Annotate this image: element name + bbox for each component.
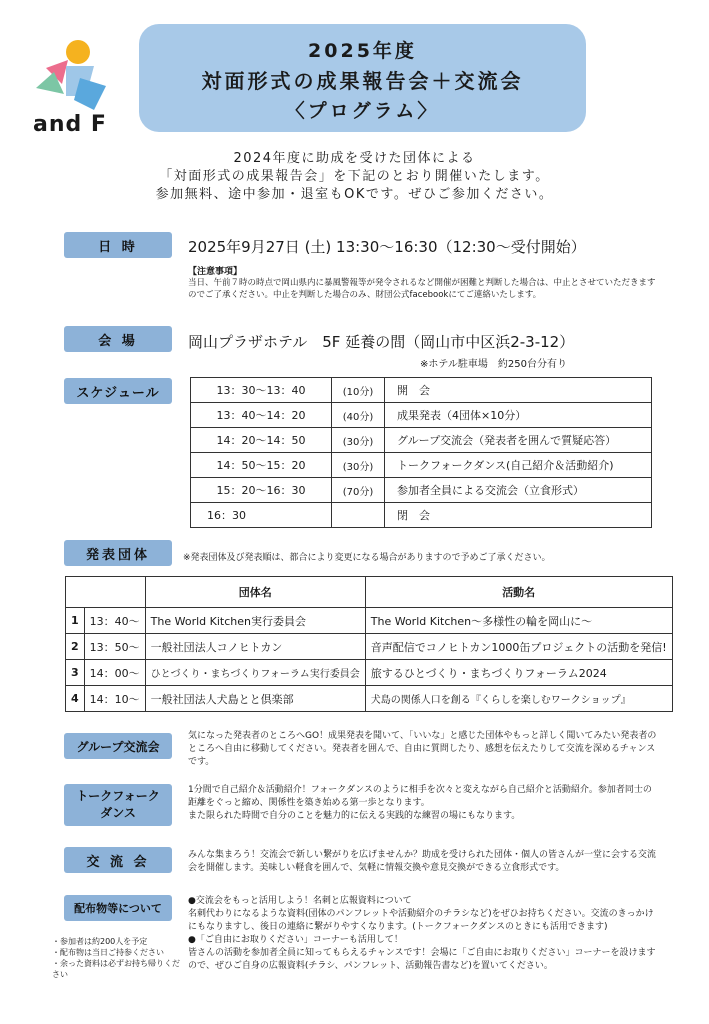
blank-header (66, 577, 146, 608)
table-row (191, 478, 652, 503)
side-note-item: ・参加者は約200人を予定 (52, 937, 148, 946)
table-row (191, 503, 652, 528)
row-activity: 犬島の関係人口を創る『くらしを楽しむワークショップ』 (365, 686, 672, 712)
row-time: 14：00～ (84, 660, 145, 686)
row-number: 4 (66, 686, 85, 712)
table-row (191, 453, 652, 478)
group-exchange-text: 気になった発表者のところへGO！成果発表を聞いて、「いいな」と感じた団体やもっと詳しく聞いてみたい発表者のところへ自由に移動してください。発表者を囲んで、自由に質問したり、感想を伝えたりして交流を深めるチャンスです。 (188, 731, 657, 767)
venue-label: 会 場 (64, 326, 172, 352)
schedule-duration: (30分) (332, 453, 385, 478)
schedule-duration: (40分) (332, 403, 385, 428)
schedule-time: 15：20～16：30 (191, 478, 332, 503)
activity-header: 活動名 (365, 577, 672, 608)
materials-bullet-text: 名刺代わりになるような資料(団体のパンフレットや活動紹介のチラシなど)をぜひお持ちください。交流のきっかけにもなりますし、後日の連絡に繋がりやすくなります。(トークフォークダンスのときにも活用できます) (188, 909, 654, 932)
table-row (66, 634, 673, 660)
row-group: 一般社団法人犬島とと倶楽部 (145, 686, 365, 712)
presenters-table (65, 576, 673, 712)
table-row (66, 608, 673, 634)
schedule-time: 14：50～15：20 (191, 453, 332, 478)
schedule-time: 13：40～14：20 (191, 403, 332, 428)
row-number: 3 (66, 660, 85, 686)
datetime-value: 2025年9月27日 (土) 13:30～16:30（12:30～受付開始） (188, 238, 586, 256)
presenters-note: ※発表団体及び発表順は、都合により変更になる場合がありますので予めご了承ください。 (183, 553, 551, 563)
table-header-row (66, 577, 673, 608)
row-group: The World Kitchen実行委員会 (145, 608, 365, 634)
talk-folk-text (188, 784, 658, 823)
talk-folk-text-line: また限られた時間で自分のことを魅力的に伝える実践的な練習の場にもなります。 (188, 811, 521, 821)
row-group: ひとづくり・まちづくりフォーラム実行委員会 (145, 660, 365, 686)
title-main: 対面形式の成果報告会＋交流会 (201, 69, 524, 93)
table-row (66, 660, 673, 686)
title-year: 2025年度 (308, 40, 417, 62)
schedule-item: 開 会 (385, 378, 652, 403)
intro-text (0, 150, 709, 204)
presenters-label: 発表団体 (64, 540, 172, 566)
side-note-item: ・余った資料は必ずお持ち帰りください (52, 959, 180, 979)
notice-text: 当日、午前７時の時点で岡山県内に暴風警報等が発令されるなど開催が困難と判断した場合は、中止とさせていただきますのでご了承ください。中止を判断した場合のみ、財団公式facebookにてご連絡いたします。 (188, 278, 656, 300)
table-row (66, 686, 673, 712)
exchange-label: 交 流 会 (64, 847, 172, 873)
row-time: 13：50～ (84, 634, 145, 660)
talk-folk-label-line: トークフォーク (76, 789, 160, 803)
schedule-label: スケジュール (64, 378, 172, 404)
schedule-table (190, 377, 652, 528)
page-title-banner (139, 24, 586, 132)
notice-title: 【注意事項】 (188, 267, 243, 277)
group-header: 団体名 (145, 577, 365, 608)
schedule-duration: (70分) (332, 478, 385, 503)
schedule-time: 14：20～14：50 (191, 428, 332, 453)
venue-value: 岡山プラザホテル 5F 延養の間（岡山市中区浜2-3-12） (188, 333, 575, 351)
talk-folk-label-line: ダンス (100, 806, 136, 820)
materials-text (188, 895, 658, 973)
schedule-item: グループ交流会（発表者を囲んで質疑応答） (385, 428, 652, 453)
schedule-item: 参加者全員による交流会（立食形式） (385, 478, 652, 503)
logo-text: and F (33, 112, 107, 137)
talk-folk-label (64, 784, 172, 826)
side-note-item: ・配布物は当日ご持参ください (52, 948, 164, 957)
title-sub: 〈プログラム〉 (285, 100, 440, 122)
row-time: 14：10～ (84, 686, 145, 712)
schedule-duration (332, 503, 385, 528)
schedule-time: 13：30～13：40 (191, 378, 332, 403)
intro-line: 「対面形式の成果報告会」を下記のとおり開催いたします。 (159, 169, 550, 184)
row-time: 13：40～ (84, 608, 145, 634)
row-activity: 音声配信でコノヒトカン1000缶プロジェクトの活動を発信! (365, 634, 672, 660)
parking-note: ※ホテル駐車場 約250台分有り (420, 359, 567, 370)
row-activity: The World Kitchen～多様性の輪を岡山に～ (365, 608, 672, 634)
schedule-duration: (30分) (332, 428, 385, 453)
exchange-text: みんな集まろう！交流会で新しい繋がりを広げませんか？助成を受けられた団体・個人の皆さんが一堂に会する交流会を開催します。美味しい軽食を囲んで、気軽に情報交換や意見交換ができる立食形式です。 (188, 850, 657, 873)
intro-line: 2024年度に助成を受けた団体による (233, 151, 476, 166)
schedule-duration: (10分) (332, 378, 385, 403)
table-row (191, 403, 652, 428)
materials-label: 配布物等について (64, 895, 172, 921)
schedule-item: 成果発表（4団体×10分） (385, 403, 652, 428)
materials-bullet-text: 皆さんの活動を参加者全員に知ってもらえるチャンスです！会場に「ご自由にお取りください」コーナーを設けますので、ぜひご自身の広報資料(チラシ、パンフレット、活動報告書など)を置いてください。 (188, 948, 656, 971)
datetime-label: 日 時 (64, 232, 172, 258)
materials-bullet-title: ●交流会をもっと活用しよう！名刺と広報資料について (188, 896, 412, 906)
schedule-item: 閉 会 (385, 503, 652, 528)
table-row (191, 428, 652, 453)
table-row (191, 378, 652, 403)
intro-line: 参加無料、途中参加・退室もOKです。ぜひご参加ください。 (155, 187, 554, 202)
group-exchange-label: グループ交流会 (64, 733, 172, 759)
materials-side-notes (52, 936, 180, 980)
schedule-item: トークフォークダンス(自己紹介＆活動紹介) (385, 453, 652, 478)
row-activity: 旅するひとづくり・まちづくりフォーラム2024 (365, 660, 672, 686)
row-group: 一般社団法人コノヒトカン (145, 634, 365, 660)
schedule-time: 16：30 (191, 503, 332, 528)
row-number: 1 (66, 608, 85, 634)
row-number: 2 (66, 634, 85, 660)
materials-bullet-title: ●「ご自由にお取りください」コーナーも活用して！ (188, 935, 403, 945)
talk-folk-text-line: 1分間で自己紹介＆活動紹介！フォークダンスのように相手を次々と変えながら自己紹介と活動紹介。参加者同士の距離をぐっと縮め、関係性を築き始める第一歩となります。 (188, 785, 652, 808)
